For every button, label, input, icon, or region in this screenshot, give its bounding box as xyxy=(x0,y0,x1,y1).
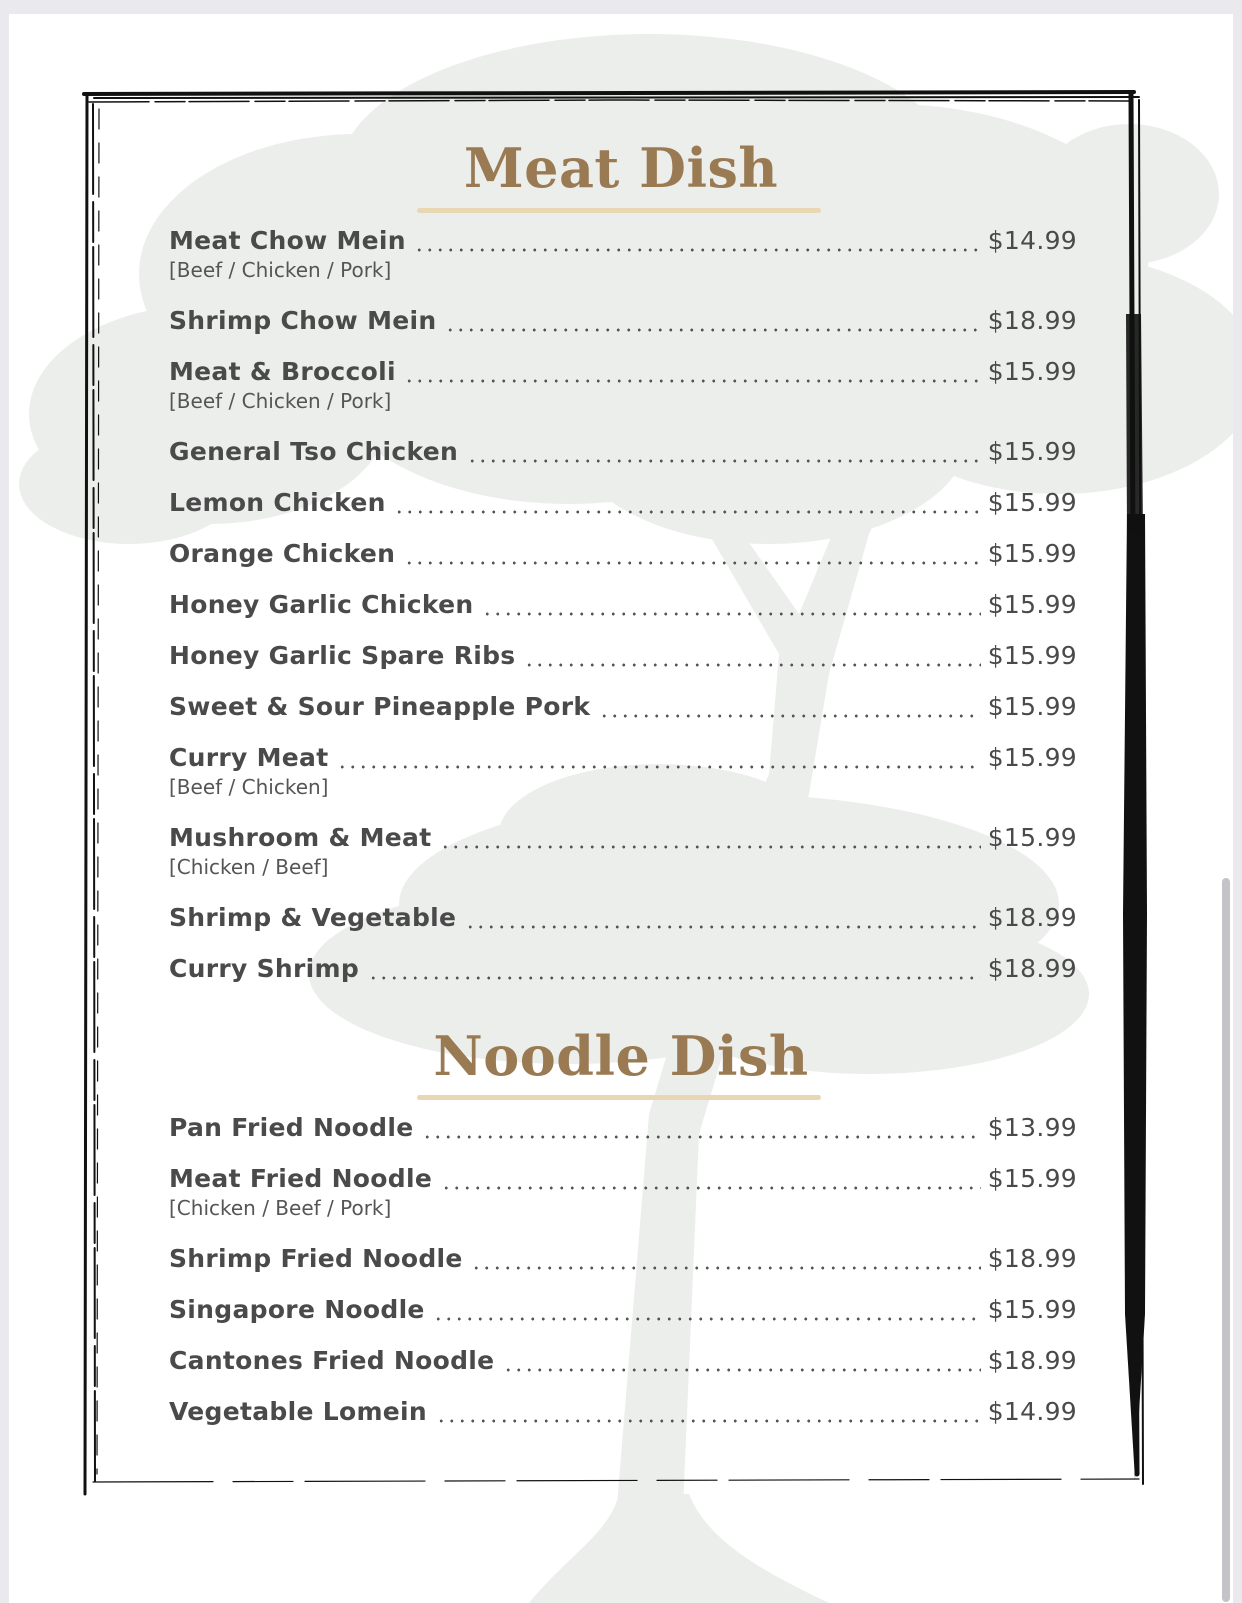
item-name: Pan Fried Noodle xyxy=(169,1113,414,1142)
dot-leader xyxy=(436,1419,981,1423)
menu-item xyxy=(169,1113,1077,1153)
dot-leader xyxy=(404,561,981,565)
menu-item xyxy=(169,226,1077,282)
item-name: Meat & Broccoli xyxy=(169,357,396,386)
menu-item xyxy=(169,1244,1077,1284)
menu-item xyxy=(169,743,1077,799)
item-name: Meat Fried Noodle xyxy=(169,1164,433,1193)
menu-item xyxy=(169,539,1077,579)
item-price: $18.99 xyxy=(987,903,1077,932)
item-price: $15.99 xyxy=(987,590,1077,619)
menu-item xyxy=(169,306,1077,346)
item-name: Lemon Chicken xyxy=(169,488,386,517)
item-price: $15.99 xyxy=(987,641,1077,670)
dot-leader xyxy=(337,765,981,769)
item-price: $15.99 xyxy=(987,437,1077,466)
item-name: General Tso Chicken xyxy=(169,437,459,466)
dot-leader xyxy=(422,1135,981,1139)
item-name: Mushroom & Meat xyxy=(169,823,432,852)
menu-item xyxy=(169,1295,1077,1335)
menu-item xyxy=(169,1346,1077,1386)
item-options: [Beef / Chicken] xyxy=(169,775,329,799)
item-name: Cantones Fried Noodle xyxy=(169,1346,495,1375)
menu-item xyxy=(169,954,1077,994)
menu-item xyxy=(169,437,1077,477)
dot-leader xyxy=(368,976,981,980)
item-options: [Beef / Chicken / Pork] xyxy=(169,389,392,413)
item-price: $15.99 xyxy=(987,1164,1077,1193)
item-name: Sweet & Sour Pineapple Pork xyxy=(169,692,591,721)
item-name: Vegetable Lomein xyxy=(169,1397,428,1426)
item-price: $13.99 xyxy=(987,1113,1077,1142)
menu-item xyxy=(169,692,1077,732)
item-price: $15.99 xyxy=(987,1295,1077,1324)
item-price: $18.99 xyxy=(987,306,1077,335)
title-underline xyxy=(417,208,821,213)
dot-leader xyxy=(599,714,981,718)
section-title: Noodle Dish xyxy=(433,1024,809,1088)
item-price: $15.99 xyxy=(987,743,1077,772)
item-name: Honey Garlic Chicken xyxy=(169,590,474,619)
item-price: $18.99 xyxy=(987,954,1077,983)
menu-item xyxy=(169,1397,1077,1437)
item-name: Shrimp Chow Mein xyxy=(169,306,437,335)
dot-leader xyxy=(482,612,981,616)
item-name: Meat Chow Mein xyxy=(169,226,406,255)
item-name: Shrimp Fried Noodle xyxy=(169,1244,463,1273)
dot-leader xyxy=(433,1317,981,1321)
dot-leader xyxy=(465,925,981,929)
menu-item xyxy=(169,1164,1077,1220)
item-price: $15.99 xyxy=(987,823,1077,852)
dot-leader xyxy=(503,1368,981,1372)
item-price: $18.99 xyxy=(987,1346,1077,1375)
menu-item xyxy=(169,903,1077,943)
item-price: $15.99 xyxy=(987,488,1077,517)
item-options: [Chicken / Beef / Pork] xyxy=(169,1196,392,1220)
menu-page xyxy=(9,14,1233,1603)
menu-item xyxy=(169,823,1077,879)
item-price: $14.99 xyxy=(987,226,1077,255)
section-title: Meat Dish xyxy=(463,136,779,200)
dot-leader xyxy=(414,248,981,252)
menu-item xyxy=(169,357,1077,413)
item-price: $14.99 xyxy=(987,1397,1077,1426)
item-name: Curry Shrimp xyxy=(169,954,360,983)
menu-item xyxy=(169,590,1077,630)
item-name: Curry Meat xyxy=(169,743,329,772)
item-price: $15.99 xyxy=(987,692,1077,721)
dot-leader xyxy=(524,663,981,667)
item-price: $15.99 xyxy=(987,539,1077,568)
item-options: [Chicken / Beef] xyxy=(169,855,329,879)
item-name: Honey Garlic Spare Ribs xyxy=(169,641,516,670)
item-options: [Beef / Chicken / Pork] xyxy=(169,258,392,282)
menu-item xyxy=(169,641,1077,681)
dot-leader xyxy=(394,510,981,514)
scrollbar[interactable] xyxy=(1222,878,1230,1602)
dot-leader xyxy=(445,328,981,332)
dot-leader xyxy=(440,845,981,849)
item-price: $18.99 xyxy=(987,1244,1077,1273)
menu-item xyxy=(169,488,1077,528)
item-name: Orange Chicken xyxy=(169,539,396,568)
dot-leader xyxy=(471,1266,981,1270)
dot-leader xyxy=(404,379,981,383)
dot-leader xyxy=(441,1186,981,1190)
dot-leader xyxy=(467,459,981,463)
title-underline xyxy=(417,1095,821,1100)
item-price: $15.99 xyxy=(987,357,1077,386)
item-name: Shrimp & Vegetable xyxy=(169,903,457,932)
item-name: Singapore Noodle xyxy=(169,1295,425,1324)
